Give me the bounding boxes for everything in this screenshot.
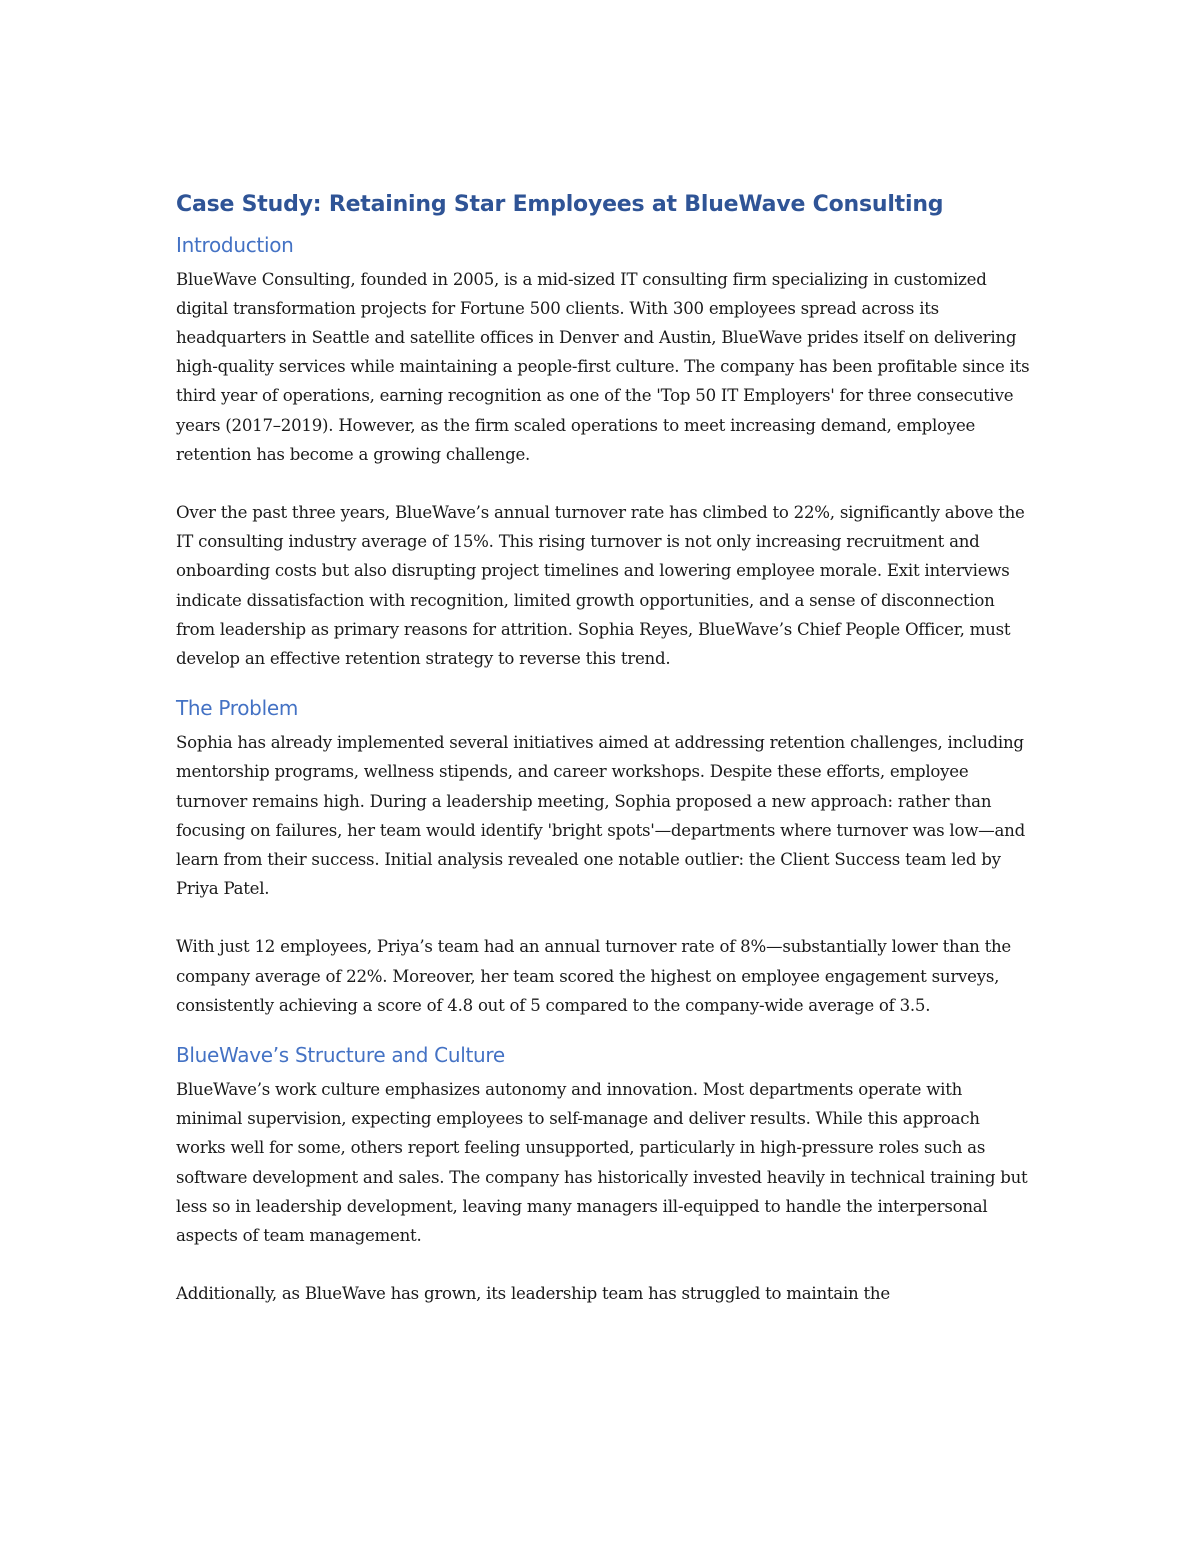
section-heading-introduction: Introduction	[176, 232, 294, 257]
section-structure-and-culture	[176, 1042, 1031, 1308]
paragraph: Sophia has already implemented several initiatives aimed at addressing retention challenges, including mentorship programs, wellness stipends, and career workshops. Despite these efforts, employee turnover remains high. During a leadership meeting, Sophia proposed a new approach: rather than focusing on failures, her team would identify 'bright spots'—departments where turnover was low—and learn from their success. Initial analysis revealed one notable outlier: the Client Success team led by Priya Patel.	[176, 733, 1025, 899]
document-title: Case Study: Retaining Star Employees at BlueWave Consulting	[176, 192, 944, 217]
paragraph: Over the past three years, BlueWave’s annual turnover rate has climbed to 22%, significantly above the IT consulting industry average of 15%. This rising turnover is not only increasing recruitment and onboarding costs but also disrupting project timelines and lowering employee morale. Exit interviews indicate dissatisfaction with recognition, limited growth opportunities, and a sense of disconnection from leadership as primary reasons for attrition. Sophia Reyes, BlueWave’s Chief People Officer, must develop an effective retention strategy to reverse this trend.	[176, 503, 1025, 669]
paragraph: With just 12 employees, Priya’s team had an annual turnover rate of 8%—substantially lower than the company average of 22%. Moreover, her team scored the highest on employee engagement surveys, consistently achieving a score of 4.8 out of 5 compared to the company-wide average of 3.5.	[176, 937, 1011, 1015]
section-heading-the-problem: The Problem	[176, 696, 299, 721]
document-body	[176, 191, 1031, 1330]
section-heading-structure-and-culture: BlueWave’s Structure and Culture	[176, 1043, 505, 1068]
section-introduction	[176, 232, 1031, 674]
paragraph: Additionally, as BlueWave has grown, its leadership team has struggled to maintain the	[176, 1284, 890, 1304]
section-the-problem	[176, 695, 1031, 1020]
paragraph: BlueWave Consulting, founded in 2005, is a mid-sized IT consulting firm specializing in customized digital transformation projects for Fortune 500 clients. With 300 employees spread across its headquarters in Seattle and satellite offices in Denver and Austin, BlueWave prides itself on delivering high-quality services while maintaining a people-first culture. The company has been profitable since its third year of operations, earning recognition as one of the 'Top 50 IT Employers' for three consecutive years (2017–2019). However, as the firm scaled operations to meet increasing demand, employee retention has become a growing challenge.	[176, 269, 1030, 464]
paragraph: BlueWave’s work culture emphasizes autonomy and innovation. Most departments operate with minimal supervision, expecting employees to self-manage and deliver results. While this approach works well for some, others report feeling unsupported, particularly in high-pressure roles such as software development and sales. The company has historically invested heavily in technical training but less so in leadership development, leaving many managers ill-equipped to handle the interpersonal aspects of team management.	[176, 1080, 1028, 1246]
